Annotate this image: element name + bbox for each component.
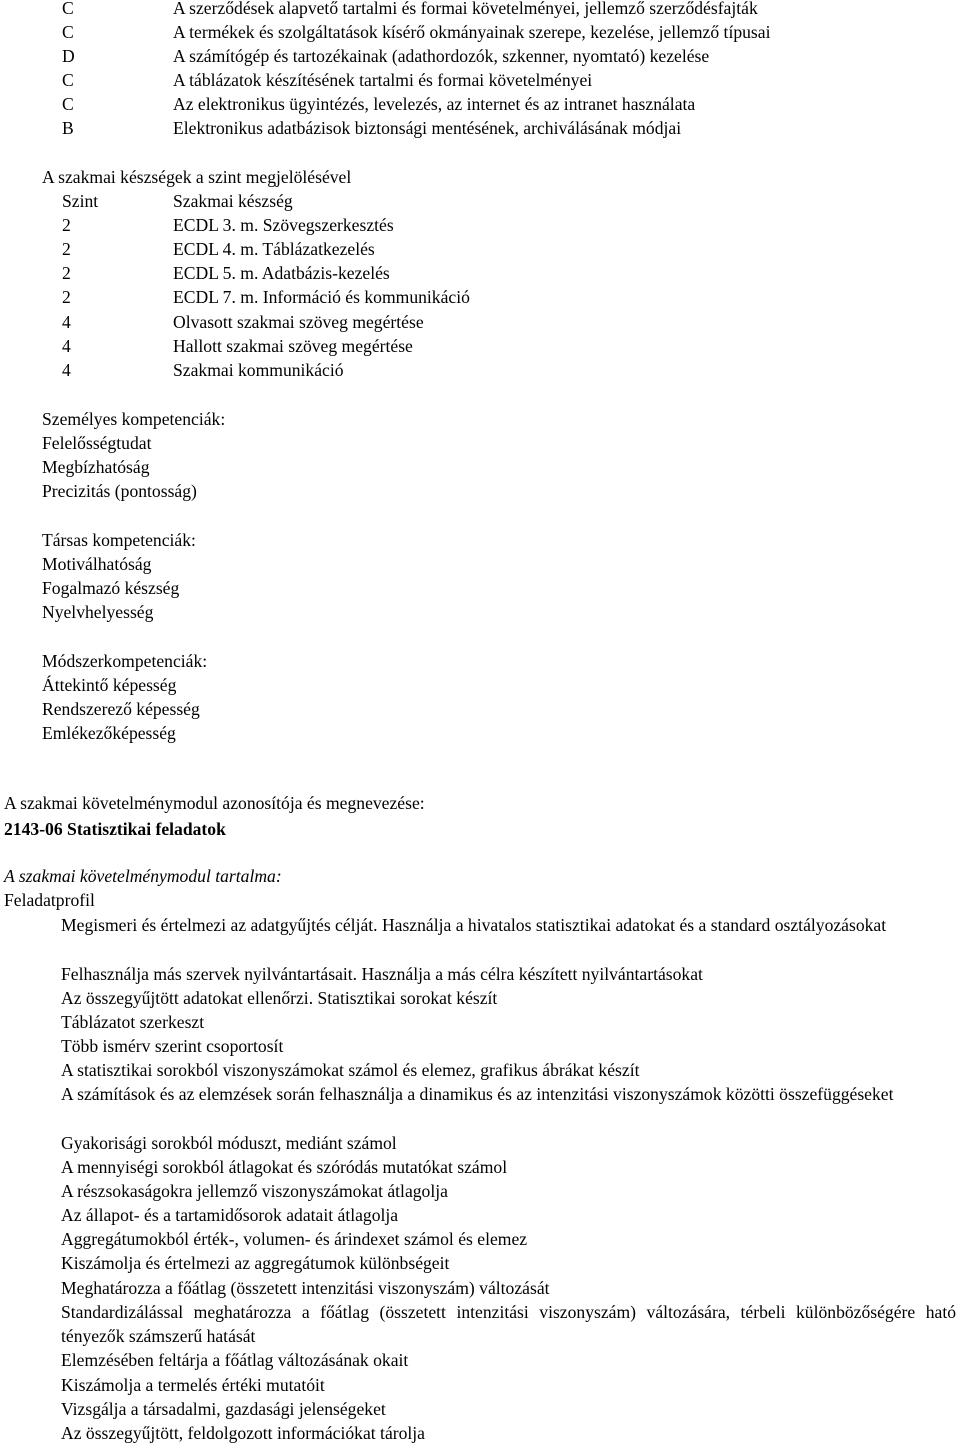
level-code: C: [62, 70, 74, 90]
competency-item: Rendszerező képesség: [42, 699, 200, 719]
task-item: Aggregátumokból érték-, volumen- és árindexet számol és elemez: [61, 1229, 528, 1249]
task-profile-label: Feladatprofil: [4, 890, 95, 910]
skill-name: ECDL 4. m. Táblázatkezelés: [173, 239, 375, 259]
module-id-label: A szakmai követelménymodul azonosítója és megnevezése:: [4, 793, 425, 813]
skill-level: 2: [62, 287, 71, 307]
task-item: Felhasználja más szervek nyilvántartásait. Használja a más célra készített nyilvántartásokat: [61, 964, 703, 984]
task-item: Több ismérv szerint csoportosít: [61, 1036, 284, 1056]
module-id-value: 2143-06 Statisztikai feladatok: [4, 819, 226, 839]
skill-name: ECDL 5. m. Adatbázis-kezelés: [173, 263, 390, 283]
knowledge-text: A termékek és szolgáltatások kísérő okmányainak szerepe, kezelése, jellemző típusai: [173, 22, 771, 42]
knowledge-text: A szerződések alapvető tartalmi és formai követelményei, jellemző szerződésfajták: [173, 0, 758, 18]
skill-level: 2: [62, 215, 71, 235]
knowledge-text: A számítógép és tartozékainak (adathordozók, szkenner, nyomtató) kezelése: [173, 46, 710, 66]
task-item: A statisztikai sorokból viszonyszámokat számol és elemez, grafikus ábrákat készít: [61, 1060, 640, 1080]
task-item: Az összegyűjtött adatokat ellenőrzi. Statisztikai sorokat készít: [61, 988, 498, 1008]
skill-level: 2: [62, 239, 71, 259]
skill-name: Hallott szakmai szöveg megértése: [173, 336, 413, 356]
level-column-header: Szint: [62, 191, 99, 211]
knowledge-text: Elektronikus adatbázisok biztonsági mentésének, archiválásának módjai: [173, 118, 682, 138]
skill-name: ECDL 7. m. Információ és kommunikáció: [173, 287, 470, 307]
competency-item: Fogalmazó készség: [42, 578, 180, 598]
skill-column-header: Szakmai készség: [173, 191, 293, 211]
skill-level: 4: [62, 360, 71, 380]
competency-item: Megbízhatóság: [42, 457, 150, 477]
personal-competencies-heading: Személyes kompetenciák:: [42, 409, 226, 429]
task-item: A részsokaságokra jellemző viszonyszámokat átlagolja: [61, 1181, 448, 1201]
task-item: Kiszámolja a termelés értéki mutatóit: [61, 1375, 325, 1395]
skill-level: 2: [62, 263, 71, 283]
task-item: Az összegyűjtött, feldolgozott információkat tárolja: [61, 1423, 425, 1443]
level-code: C: [62, 0, 74, 18]
level-code: B: [62, 118, 74, 138]
task-item: Táblázatot szerkeszt: [61, 1012, 205, 1032]
task-item: A mennyiségi sorokból átlagokat és szóródás mutatókat számol: [61, 1157, 508, 1177]
task-item: Vizsgálja a társadalmi, gazdasági jelenségeket: [61, 1399, 386, 1419]
skill-name: ECDL 3. m. Szövegszerkesztés: [173, 215, 394, 235]
skill-name: Olvasott szakmai szöveg megértése: [173, 312, 424, 332]
task-item: A számítások és az elemzések során felhasználja a dinamikus és az intenzitási viszonyszámok közötti összefüggéseket: [61, 1084, 894, 1104]
task-item: Kiszámolja és értelmezi az aggregátumok különbségeit: [61, 1253, 450, 1273]
skill-level: 4: [62, 336, 71, 356]
task-item: Elemzésében feltárja a főátlag változásának okait: [61, 1350, 409, 1370]
competency-item: Emlékezőképesség: [42, 723, 176, 743]
module-content-label: A szakmai követelménymodul tartalma:: [4, 866, 282, 886]
task-item: Standardizálással meghatározza a főátlag (összetett intenzitási viszonyszám) változására, térbeli különbözőségére ható tényezők számszerű hatását: [61, 1302, 956, 1347]
knowledge-text: Az elektronikus ügyintézés, levelezés, az internet és az intranet használata: [173, 94, 696, 114]
skill-name: Szakmai kommunikáció: [173, 360, 344, 380]
level-code: C: [62, 22, 74, 42]
skill-level: 4: [62, 312, 71, 332]
skills-heading: A szakmai készségek a szint megjelölésével: [42, 167, 352, 187]
competency-item: Áttekintő képesség: [42, 675, 177, 695]
social-competencies-heading: Társas kompetenciák:: [42, 530, 196, 550]
competency-item: Precizitás (pontosság): [42, 481, 197, 501]
method-competencies-heading: Módszerkompetenciák:: [42, 651, 208, 671]
level-code: D: [62, 46, 75, 66]
level-code: C: [62, 94, 74, 114]
task-item: Megismeri és értelmezi az adatgyűjtés célját. Használja a hivatalos statisztikai adatokat és a standard osztályozásokat: [61, 915, 887, 935]
competency-item: Motiválhatóság: [42, 554, 152, 574]
competency-item: Felelősségtudat: [42, 433, 152, 453]
knowledge-text: A táblázatok készítésének tartalmi és formai követelményei: [173, 70, 593, 90]
task-item: Meghatározza a főátlag (összetett intenzitási viszonyszám) változását: [61, 1278, 550, 1298]
task-item: Az állapot- és a tartamidősorok adatait átlagolja: [61, 1205, 399, 1225]
competency-item: Nyelvhelyesség: [42, 602, 154, 622]
task-item: Gyakorisági sorokból móduszt, mediánt számol: [61, 1133, 397, 1153]
